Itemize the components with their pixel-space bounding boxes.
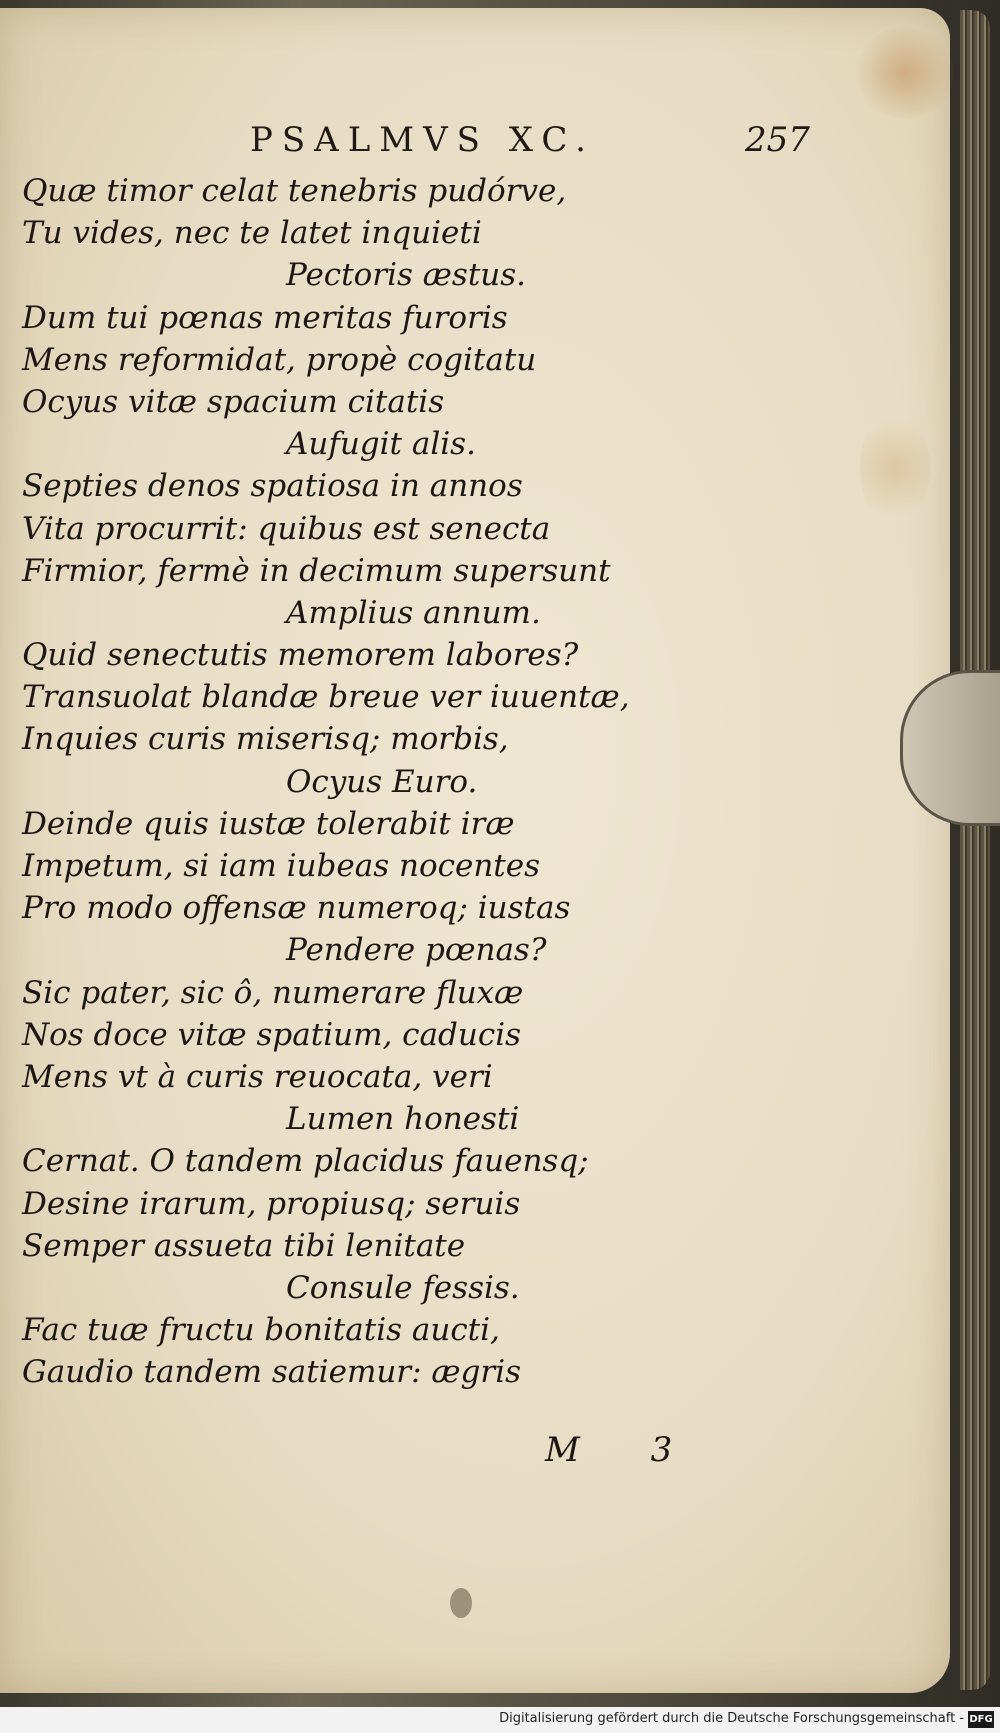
verse-line: Nos doce vitæ spatium, caducis: [22, 1016, 522, 1053]
verse-line: Pectoris æstus.: [286, 257, 527, 294]
signature-mark: M 3: [545, 1430, 703, 1470]
top-right-stain: [850, 28, 960, 118]
verse-line: Impetum, si iam iubeas nocentes: [22, 848, 541, 884]
verse-line: Lumen honesti: [286, 1101, 520, 1138]
verse-line: Inquies curis miserisq; morbis,: [22, 721, 509, 758]
verse-line: Dum tui pœnas meritas furoris: [22, 299, 508, 336]
verse-line: Quæ timor celat tenebris pudórve,: [22, 173, 567, 209]
page-header: [0, 120, 950, 160]
verse-line: Vita procurrit: quibus est senecta: [22, 510, 551, 547]
dfg-logo-icon: DFG: [968, 1711, 994, 1728]
funding-credit: Digitalisierung gefördert durch die Deutsche Forschungsgemeinschaft -: [499, 1711, 964, 1726]
page-number: 257: [745, 120, 810, 160]
verse-line: Aufugit alis.: [286, 426, 476, 463]
verse-line: Pendere pœnas?: [286, 932, 547, 969]
verse-line: Desine irarum, propiusq; seruis: [22, 1185, 521, 1222]
ink-blot: [450, 1588, 472, 1618]
book-page: [0, 8, 950, 1693]
verse-line: Mens vt à curis reuocata, veri: [22, 1058, 493, 1095]
verse-line: Amplius annum.: [286, 594, 541, 631]
verse-line: Firmior, fermè in decimum supersunt: [22, 552, 611, 589]
verse-line: Septies denos spatiosa in annos: [22, 468, 523, 505]
running-title: PSALMVS XC.: [250, 120, 595, 160]
verse-line: Sic pater, sic ô, numerare fluxæ: [22, 974, 524, 1011]
verse-line: Cernat. O tandem placidus fauensq;: [22, 1143, 589, 1180]
verse-line: Consule fessis.: [286, 1269, 520, 1306]
verse-line: Gaudio tandem satiemur: ægris: [22, 1354, 522, 1391]
verse-line: Ocyus vitæ spacium citatis: [22, 383, 445, 420]
verse-line: Tu vides, nec te latet inquieti: [22, 215, 482, 252]
verse-line: Deinde quis iustæ tolerabit iræ: [22, 805, 515, 842]
verse-line: Mens reformidat, propè cogitatu: [22, 341, 537, 378]
verse-line: Pro modo offensæ numeroq; iustas: [22, 890, 571, 927]
verse-line: Quid senectutis memorem labores?: [22, 637, 579, 674]
verse-line: Ocyus Euro.: [286, 763, 478, 800]
page-edge-stack: [960, 10, 990, 1690]
footer-bar: [0, 1707, 1000, 1733]
verse-line: Fac tuæ fructu bonitatis aucti,: [22, 1312, 500, 1349]
verse-line: Semper assueta tibi lenitate: [22, 1227, 466, 1264]
verse-line: Transuolat blandæ breue ver iuuentæ,: [22, 679, 630, 716]
poem-text: [22, 170, 922, 1393]
